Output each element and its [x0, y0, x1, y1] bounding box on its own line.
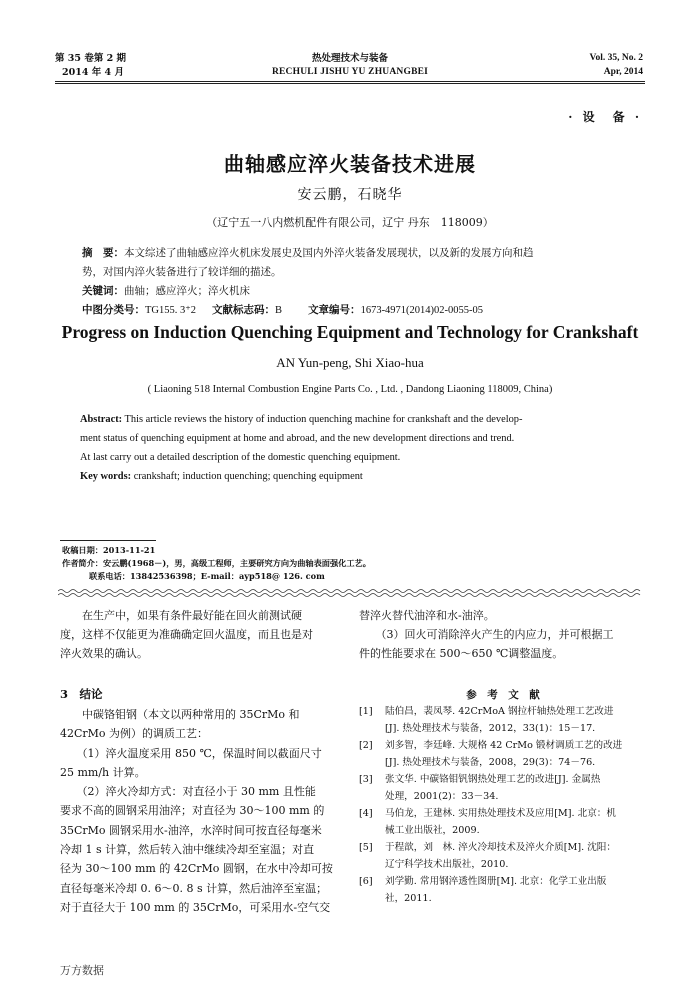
reference-item	[359, 738, 649, 771]
header-rule-thin	[55, 83, 645, 84]
footnote-rule	[60, 540, 156, 541]
body-line: （2）淬火冷却方式：对直径小于 30 mm 且性能	[60, 785, 316, 799]
conclusion-body	[60, 705, 350, 917]
abstract-en-line: ment status of quenching equipment at home and abroad, and the new development directions and trend.	[80, 433, 515, 444]
reference-list	[359, 704, 649, 908]
section-heading-conclusion: 3 结论	[60, 687, 103, 701]
body-line: 42CrMo 为例）的调质工艺：	[60, 727, 209, 741]
reference-number: [5]	[359, 842, 373, 853]
reference-text: [J]. 热处理技术与装备，2012，33(1)：15－17.	[385, 722, 596, 734]
body-line: 在生产中，如果有条件最好能在回火前测试硬	[60, 609, 302, 622]
section-tag: · 设 备 ·	[568, 110, 642, 124]
body-line: 直径每毫米冷却 0. 6～0. 8 s 计算，然后油淬至室温；	[60, 881, 328, 895]
body-line: 件的性能要求在 500～650 ℃调整温度。	[359, 647, 564, 660]
reference-item	[359, 806, 649, 839]
body-line: 淬火效果的确认。	[60, 647, 148, 660]
reference-number: [3]	[359, 774, 373, 785]
keywords-en-label: Key words:	[80, 471, 132, 482]
reference-item	[359, 840, 649, 873]
body-line: 度，这样不仅能更为准确确定回火温度，而且也是对	[60, 628, 313, 641]
reference-text: 刘学勤. 常用钢淬透性图册[M]. 北京：化学工业出版	[385, 876, 607, 887]
body-line: 要求不高的圆钢采用油淬；对直径为 30～100 mm 的	[60, 804, 325, 818]
reference-text: 处理，2001(2)：33－34.	[385, 790, 499, 802]
body-left-top	[60, 606, 348, 663]
wavy-separator	[58, 588, 644, 598]
abstract-en-label: Abstract:	[80, 414, 123, 425]
footnote	[62, 544, 371, 583]
abstract-en-line: At last carry out a detailed description of the domestic quenching equipment.	[80, 452, 401, 463]
header-volume-en: Vol. 35, No. 2	[589, 53, 643, 63]
keywords-cn: 曲轴；感应淬火；淬火机床	[124, 285, 250, 297]
body-line: 径为 30～100 mm 的 42CrMo 圆钢，在水中冷却可按	[60, 862, 333, 876]
reference-number: [6]	[359, 876, 373, 887]
reference-item	[359, 704, 649, 737]
keywords-cn-label: 关键词：	[82, 285, 124, 297]
header-date-en: Apr, 2014	[603, 67, 643, 77]
abstract-cn-line: 势，对国内淬火装备进行了较详细的描述。	[82, 266, 282, 278]
doc-code: B	[275, 305, 283, 316]
abstract-cn	[82, 244, 642, 320]
body-line: （1）淬火温度采用 850 ℃，保温时间以截面尺寸	[60, 746, 322, 760]
body-line: 对于直径大于 100 mm 的 35CrMo，可采用水-空气交	[60, 900, 331, 914]
reference-text: 械工业出版社，2009.	[385, 824, 480, 836]
reference-text: 马伯龙，王建林. 实用热处理技术及应用[M]. 北京：机	[385, 808, 616, 819]
doc-code-label: 文献标志码：	[212, 304, 276, 316]
body-right-top	[359, 606, 647, 663]
received-date: 收稿日期：2013-11-21	[62, 545, 156, 555]
reference-text: 于程歆，刘 林. 淬火冷却技术及淬火介质[M]. 沈阳：	[385, 842, 616, 853]
reference-text: 陆伯昌，裴凤琴. 42CrMoA 钢拉杆轴热处理工艺改进	[385, 706, 614, 717]
reference-number: [4]	[359, 808, 373, 819]
body-line: （3）回火可消除淬火产生的内应力，并可根据工	[359, 628, 614, 641]
abstract-en-line: This article reviews the history of induction quenching machine for crankshaft and the develop-	[122, 414, 523, 425]
reference-text: [J]. 热处理技术与装备，2008，29(3)：74－76.	[385, 756, 596, 768]
header-date-cn: 2014 年 4 月	[62, 67, 124, 78]
footer-watermark: 万方数据	[60, 964, 104, 977]
page-title-cn: 曲轴感应淬火装备技术进展	[224, 152, 476, 176]
reference-text: 社，2011.	[385, 892, 432, 904]
references-heading: 参 考 文 献	[466, 689, 540, 701]
abstract-cn-line: 本文综述了曲轴感应淬火机床发展史及国内外淬火装备发展现状，以及新的发展方向和趋	[124, 247, 534, 259]
header-rule	[55, 81, 645, 82]
author-bio: 作者简介：安云鹏(1968－)，男，高级工程师，主要研究方向为曲轴表面强化工艺。	[62, 558, 371, 568]
reference-number: [1]	[359, 706, 373, 717]
body-line: 替淬火替代油淬和水-油淬。	[359, 609, 495, 622]
header-journal-cn: 热处理技术与装备	[311, 53, 388, 64]
reference-item	[359, 772, 649, 805]
affiliation-cn: （辽宁五一八内燃机配件有限公司，辽宁 丹东 118009）	[206, 216, 494, 229]
body-line: 冷却 1 s 计算，然后转入油中继续冷却至室温；对直	[60, 843, 315, 857]
article-number: 1673-4971(2014)02-0055-05	[360, 305, 484, 316]
keywords-en: crankshaft; induction quenching; quenching equipment	[131, 471, 363, 482]
abstract-cn-label: 摘 要：	[82, 247, 124, 259]
clc-label: 中图分类号：	[82, 304, 145, 316]
header-volume-cn: 第 35 卷第 2 期	[55, 53, 127, 64]
contact-info: 联系电话：13842536398；E-mail：ayp518@ 126. com	[89, 571, 325, 581]
page-title-en: Progress on Induction Quenching Equipment and Technology for Crankshaft	[61, 322, 639, 342]
affiliation-en: ( Liaoning 518 Internal Combustion Engine Parts Co. , Ltd. , Dandong Liaoning 118009, China)	[147, 384, 553, 395]
article-number-label: 文章编号：	[308, 304, 361, 316]
reference-text: 辽宁科学技术出版社，2010.	[385, 858, 509, 870]
reference-number: [2]	[359, 740, 373, 751]
body-line: 25 mm/h 计算。	[60, 765, 146, 779]
authors-cn: 安云鹏，石晓华	[297, 187, 403, 203]
reference-item	[359, 874, 649, 907]
body-line: 中碳铬钼钢（本文以两种常用的 35CrMo 和	[60, 708, 300, 721]
reference-text: 张文华. 中碳铬钼钒钢热处理工艺的改进[J]. 金属热	[385, 774, 601, 785]
reference-text: 刘多智，李廷峰. 大规格 42 CrMo 锻材调质工艺的改进	[385, 740, 623, 751]
header-journal-pinyin: RECHULI JISHU YU ZHUANGBEI	[271, 67, 429, 77]
clc-number: TG155. 3⁺2	[145, 305, 197, 316]
authors-en: AN Yun-peng, Shi Xiao-hua	[276, 355, 424, 370]
abstract-en	[80, 410, 650, 486]
body-line: 35CrMo 圆钢采用水-油淬，水淬时间可按直径每毫米	[60, 823, 322, 837]
